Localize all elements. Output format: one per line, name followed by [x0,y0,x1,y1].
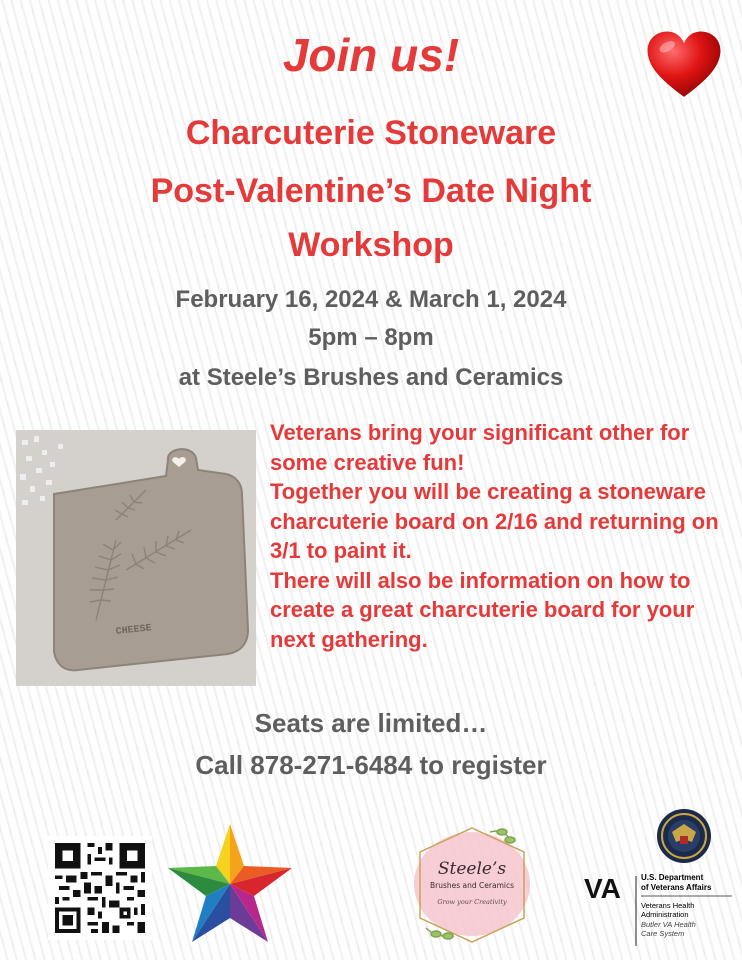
board-stamp-text: CHEESE [115,623,153,638]
va-dept-line-2: of Veterans Affairs [641,883,712,892]
va-mark: VA [584,873,621,904]
workshop-title-line-2: Post-Valentine’s Date Night [150,172,592,210]
va-vha-line-1: Veterans Health [641,901,695,910]
join-us-heading: Join us! [282,29,460,81]
heart-icon [646,30,722,100]
description-invite: Veterans bring your significant other for some creative fun! [270,420,690,475]
va-system-line-2: Care System [641,929,685,938]
charcuterie-board-photo [16,430,256,686]
register-phone-line[interactable]: Call 878-271-6484 to register [195,750,547,780]
steeles-logo-name: Steele’s [437,859,507,879]
workshop-title-line-3: Workshop [288,226,454,264]
va-dept-line-1: U.S. Department [641,873,704,882]
steeles-logo [406,822,538,948]
event-location: at Steele’s Brushes and Ceramics [178,364,564,391]
va-seal-icon [657,809,711,863]
event-dates: February 16, 2024 & March 1, 2024 [175,286,567,313]
va-vha-line-2: Administration [641,910,689,919]
event-time: 5pm – 8pm [308,324,434,351]
workshop-title-line-1: Charcuterie Stoneware [185,114,557,152]
steeles-logo-tagline: Grow your Creativity [437,898,507,906]
rainbow-star-icon [166,822,294,944]
description-information: There will also be information on how to create a great charcuterie board for your next gathering. [270,567,695,652]
qr-code-icon[interactable] [48,836,152,940]
va-logo [584,806,734,956]
seats-limited-notice: Seats are limited… [254,708,488,738]
steeles-logo-subtitle: Brushes and Ceramics [430,881,514,890]
event-description [270,418,740,654]
va-system-line-1: Butler VA Health [641,920,696,929]
description-activity: Together you will be creating a stoneware charcuterie board on 2/16 and returning on 3/1 to paint it. [270,479,719,563]
